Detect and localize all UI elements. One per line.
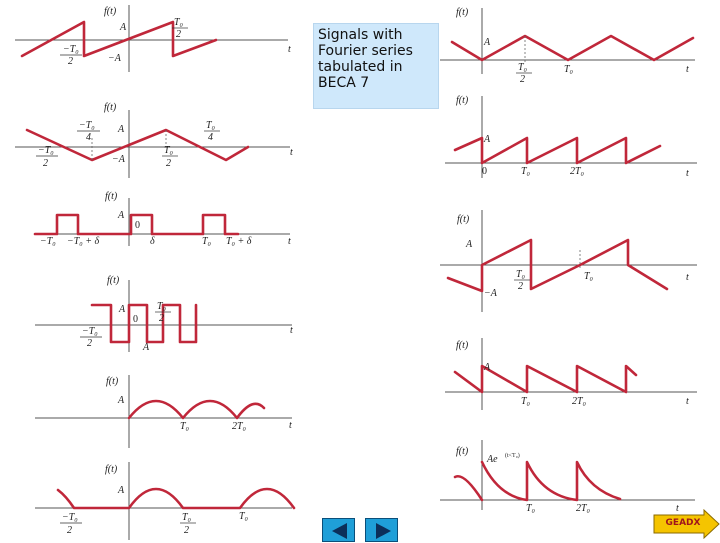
a-label: A — [484, 362, 491, 373]
two-t0-label: 2T₀ — [570, 166, 585, 177]
panel-triangle-right — [440, 7, 695, 85]
ft-label: f(t) — [106, 376, 119, 387]
t-label: t — [686, 396, 689, 407]
a-label: A — [118, 395, 125, 406]
t-label: t — [290, 147, 293, 158]
ft-label: f(t) — [105, 464, 118, 475]
a-label: A — [119, 304, 126, 315]
two-t0-label: 2T₀ — [232, 421, 247, 432]
svg-text:T₀: T₀ — [174, 17, 184, 28]
panel-sawtooth-left — [15, 5, 291, 72]
a-label: A — [120, 22, 127, 33]
t-label: t — [290, 325, 293, 336]
svg-text:2: 2 — [67, 525, 72, 536]
goback-button[interactable] — [652, 509, 720, 539]
svg-text:T₀: T₀ — [164, 145, 174, 156]
t0-label: T₀ — [239, 511, 249, 522]
svg-text:2: 2 — [176, 29, 181, 40]
delta-label: δ — [150, 236, 155, 247]
frac-t0-over-2 — [172, 17, 188, 40]
svg-text:2: 2 — [518, 281, 523, 292]
t-label: t — [686, 64, 689, 75]
frac-minus-t0-over-4 — [77, 120, 100, 143]
ft-label: f(t) — [107, 275, 120, 286]
svg-text:T₀: T₀ — [206, 120, 216, 131]
t0-label: T₀ — [521, 396, 531, 407]
svg-text:2: 2 — [520, 74, 525, 85]
panel-half-wave-rectified — [35, 462, 294, 540]
minus-a-label: −A — [112, 154, 125, 165]
t0-label: T₀ — [202, 236, 212, 247]
ft-label: f(t) — [456, 446, 469, 457]
exp-note-label: (t<T₀) — [505, 453, 520, 459]
t-label: t — [288, 44, 291, 55]
panel-square-wave — [35, 275, 293, 353]
svg-text:2: 2 — [68, 56, 73, 67]
frac-t0-over-2 — [162, 145, 178, 169]
a-label: A — [118, 124, 125, 135]
svg-text:T₀: T₀ — [518, 62, 528, 73]
t0-label: T₀ — [564, 64, 574, 75]
two-t0-label: 2T₀ — [576, 503, 591, 514]
ft-label: f(t) — [105, 191, 118, 202]
svg-text:2: 2 — [166, 158, 171, 169]
a-label: A — [118, 210, 125, 221]
panel-reverse-sawtooth — [445, 338, 697, 410]
ft-label: f(t) — [456, 95, 469, 106]
t0-label: T₀ — [180, 421, 190, 432]
svg-text:2: 2 — [159, 313, 164, 324]
panel-sawtooth-right — [445, 95, 697, 179]
t0-plus-delta-label: T₀ + δ — [226, 236, 252, 247]
svg-text:T₀: T₀ — [516, 269, 526, 280]
panel-pulse-train — [35, 191, 291, 247]
t0-label: T₀ — [526, 503, 536, 514]
zero-label: 0 — [133, 314, 138, 325]
caption-text: Signals with Fourier series tabulated in BECA 7 — [318, 27, 413, 91]
panel-full-wave-rectified — [35, 375, 292, 448]
ft-label: f(t) — [456, 340, 469, 351]
previous-slide-button[interactable] — [322, 518, 355, 542]
frac-t0-over-2 — [180, 512, 196, 536]
svg-text:4: 4 — [208, 132, 213, 143]
t-label: t — [686, 168, 689, 179]
t-label: t — [289, 420, 292, 431]
panel-exponential-train — [440, 440, 695, 514]
panel-triangle — [15, 102, 293, 178]
zero-label: 0 — [135, 220, 140, 231]
frac-minus-t0-over-2 — [60, 44, 82, 67]
zero-label: 0 — [482, 166, 487, 177]
svg-text:−T₀: −T₀ — [38, 145, 54, 156]
panel-sawtooth-symmetric — [440, 210, 697, 312]
svg-text:−T₀: −T₀ — [82, 326, 98, 337]
minus-t0-plus-delta-label: −T₀ + δ — [67, 236, 100, 247]
svg-text:T₀: T₀ — [157, 301, 167, 312]
a-label: A — [118, 485, 125, 496]
frac-t0-over-2 — [516, 62, 532, 85]
caption-box — [313, 23, 439, 109]
frac-minus-t0-over-2 — [60, 512, 82, 536]
svg-text:−T₀: −T₀ — [79, 120, 95, 131]
a-exp-label: Ae — [487, 454, 498, 465]
svg-text:2: 2 — [43, 158, 48, 169]
ft-label: f(t) — [104, 102, 117, 113]
goback-label: GEADX — [665, 518, 701, 528]
t0-label: T₀ — [584, 271, 594, 282]
svg-text:−T₀: −T₀ — [63, 44, 79, 55]
minus-a-label: −A — [484, 288, 497, 299]
minus-a-label: −A — [108, 53, 121, 64]
frac-t0-over-2 — [514, 269, 530, 292]
right-triangle-icon — [366, 519, 399, 543]
next-slide-button[interactable] — [365, 518, 398, 542]
t0-label: T₀ — [521, 166, 531, 177]
frac-t0-over-4 — [204, 120, 220, 143]
minus-a-label: A — [143, 342, 150, 353]
svg-text:4: 4 — [86, 132, 91, 143]
ft-label: f(t) — [104, 6, 117, 17]
t-label: t — [288, 236, 291, 247]
ft-label: f(t) — [456, 7, 469, 18]
frac-minus-t0-over-2 — [36, 145, 58, 169]
svg-text:2: 2 — [184, 525, 189, 536]
t-label: t — [676, 503, 679, 514]
frac-minus-t0-over-2 — [80, 326, 102, 349]
ft-label: f(t) — [457, 214, 470, 225]
left-triangle-icon — [323, 519, 356, 543]
svg-text:T₀: T₀ — [182, 512, 192, 523]
svg-text:−T₀: −T₀ — [62, 512, 78, 523]
t-label: t — [686, 272, 689, 283]
a-label: A — [484, 37, 491, 48]
minus-t0-label: −T₀ — [40, 236, 56, 247]
two-t0-label: 2T₀ — [572, 396, 587, 407]
a-label: A — [466, 239, 473, 250]
a-label: A — [484, 134, 491, 145]
svg-text:2: 2 — [87, 338, 92, 349]
